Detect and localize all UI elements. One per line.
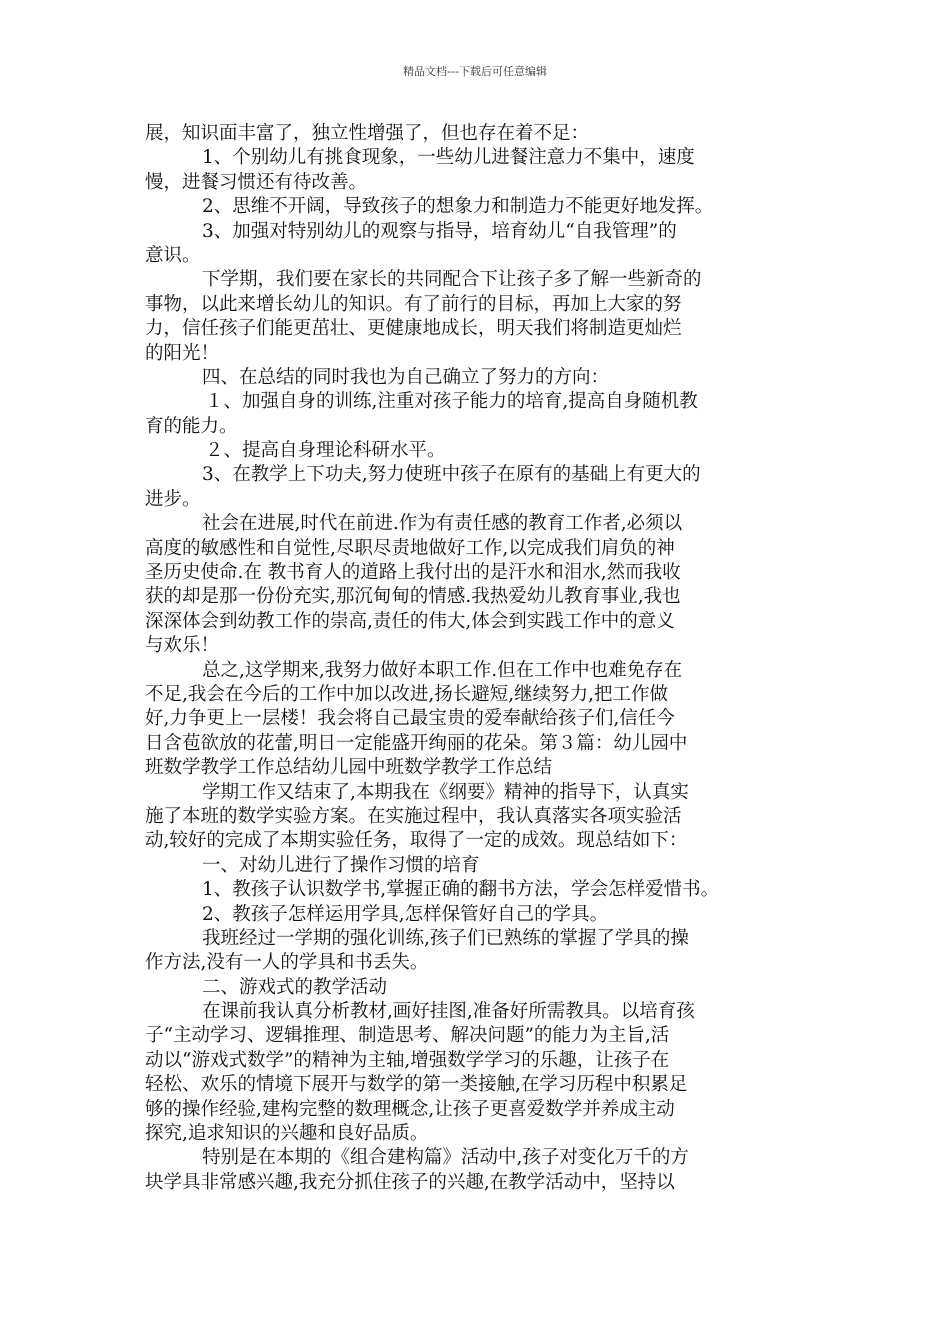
text-line: 日含苞欲放的花蕾,明日一定能盛开绚丽的花朵。第３篇：幼儿园中: [145, 732, 688, 754]
page-header: 精品文档---下载后可任意编辑: [403, 65, 547, 78]
text-line: 意识。: [145, 244, 201, 266]
text-line: 学期工作又结束了,本期我在《纲要》精神的指导下，认真实: [202, 781, 689, 803]
text-line: 下学期，我们要在家长的共同配合下让孩子多了解一些新奇的: [202, 269, 702, 291]
text-line: 与欢乐！: [145, 635, 220, 657]
text-line: 块学具非常感兴趣,我充分抓住孩子的兴趣,在教学活动中，坚持以: [145, 1171, 675, 1193]
text-line: 施了本班的数学实验方案。在实施过程中，我认真落实各项实验活: [145, 805, 682, 827]
text-line: 在课前我认真分析教材,画好挂图,准备好所需教具。以培育孩: [202, 1001, 695, 1023]
text-line: 获的却是那一份份充实,那沉甸甸的情感.我热爱幼儿教育事业,我也: [145, 586, 681, 608]
text-line: 一、对幼儿进行了操作习惯的培育: [202, 854, 480, 876]
text-line: 不足,我会在今后的工作中加以改进,扬长避短,继续努力,把工作做: [145, 683, 669, 705]
text-line: 圣历史使命.在 教书育人的道路上我付出的是汗水和泪水,然而我收: [145, 562, 681, 584]
text-line: 1、教孩子认识数学书,掌握正确的翻书方法，学会怎样爱惜书。: [202, 879, 720, 901]
text-line: 好,力争更上一层楼！我会将自己最宝贵的爱奉献给孩子们,信任今: [145, 708, 675, 730]
text-line: 育的能力。: [145, 415, 238, 437]
text-line: 2、思维不开阔，导致孩子的想象力和制造力不能更好地发挥。: [202, 196, 714, 218]
text-line: 我班经过一学期的强化训练,孩子们已熟练的掌握了学具的操: [202, 927, 689, 949]
text-line: 二、游戏式的教学活动: [202, 976, 388, 998]
text-line: 展，知识面丰富了，独立性增强了，但也存在着不足：: [145, 123, 590, 144]
text-line: 慢，进餐习惯还有待改善。: [145, 171, 368, 193]
text-line: 3、加强对特别幼儿的观察与指导，培育幼儿“自我管理”的: [202, 220, 677, 242]
text-line: 探究,追求知识的兴趣和良好品质。: [145, 1123, 429, 1145]
text-line: 作方法,没有一人的学具和书丢失。: [145, 952, 429, 974]
text-line: 四、在总结的同时我也为自己确立了努力的方向：: [202, 366, 610, 388]
text-line: 事物，以此来增长幼儿的知识。有了前行的目标，再加上大家的努: [145, 293, 682, 315]
text-line: 1、个别幼儿有挑食现象，一些幼儿进餐注意力不集中，速度: [202, 147, 695, 169]
text-line: 高度的敏感性和自觉性,尽职尽责地做好工作,以完成我们肩负的神: [145, 537, 675, 559]
text-line: 力，信任孩子们能更茁壮、更健康地成长，明天我们将制造更灿烂: [145, 318, 682, 340]
text-line: 3、在教学上下功夫,努力使班中孩子在原有的基础上有更大的: [202, 464, 701, 486]
text-line: 的阳光！: [145, 342, 220, 364]
text-line: 2、教孩子怎样运用学具,怎样保管好自己的学具。: [202, 903, 609, 925]
text-line: 轻松、欢乐的情境下展开与数学的第一类接触,在学习历程中积累足: [145, 1074, 688, 1096]
text-line: 特别是在本期的《组合建构篇》活动中,孩子对变化万千的方: [202, 1147, 689, 1169]
text-line: 够的操作经验,建构完整的数理概念,让孩子更喜爱数学并养成主动: [145, 1098, 675, 1120]
text-line: ２、提高自身理论科研水平。: [205, 440, 446, 462]
document-body: [145, 122, 807, 1195]
text-line: 子“主动学习、逻辑推理、制造思考、解决问题”的能力为主旨,活: [145, 1025, 670, 1047]
text-line: １、加强自身的训练,注重对孩子能力的培育,提高自身随机教: [205, 391, 698, 413]
text-line: 总之,这学期来,我努力做好本职工作.但在工作中也难免存在: [202, 659, 683, 681]
text-line: 动以“游戏式数学”的精神为主轴,增强数学学习的乐趣，让孩子在: [145, 1049, 670, 1071]
text-line: 深深体会到幼教工作的崇高,责任的伟大,体会到实践工作中的意义: [145, 610, 675, 632]
text-line: 社会在进展,时代在前进.作为有责任感的教育工作者,必须以: [202, 513, 683, 535]
text-line: 进步。: [145, 488, 201, 510]
text-line: 动,较好的完成了本期实验任务，取得了一定的成效。现总结如下：: [145, 830, 688, 852]
text-line: 班数学教学工作总结幼儿园中班数学教学工作总结: [145, 757, 553, 779]
